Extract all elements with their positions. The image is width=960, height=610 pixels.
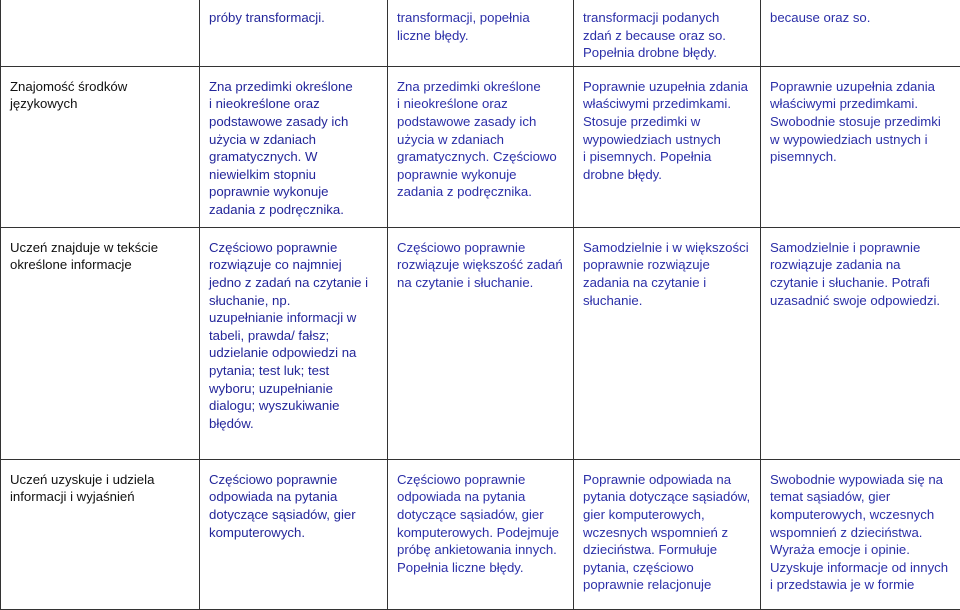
skill-text-line: określone informacje — [10, 256, 193, 274]
criteria-text-line: Poprawnie odpowiada na — [583, 471, 754, 489]
criteria-text-line: rozwiązuje większość zadań — [397, 256, 567, 274]
skill-text-line: Uczeń uzyskuje i udziela — [10, 471, 193, 489]
criteria-text-line: Swobodnie stosuje przedimki — [770, 113, 954, 131]
criteria-text-line: wypowiedziach ustnych — [583, 131, 754, 149]
skill-cell — [1, 459, 200, 609]
criteria-text-line: słuchanie, np. — [209, 292, 381, 310]
table-row-language-means — [1, 66, 960, 227]
criteria-text-line: błędów. — [209, 415, 381, 433]
skill-text-line: informacji i wyjaśnień — [10, 488, 193, 506]
skill-cell — [1, 0, 200, 66]
criteria-text-line: i pisemnych. Popełnia — [583, 148, 754, 166]
criteria-text-line: liczne błędy. — [397, 27, 567, 45]
criteria-text-line: uzupełnianie informacji w — [209, 309, 381, 327]
grade-5-cell — [761, 459, 960, 609]
criteria-text-line: zdań z because oraz so. — [583, 27, 754, 45]
criteria-text-line: pytania dotyczące sąsiadów, — [583, 488, 754, 506]
criteria-text-line: rozwiązuje zadania na — [770, 256, 954, 274]
criteria-text-line: komputerowych. Podejmuje — [397, 524, 567, 542]
criteria-text-line: tabeli, prawda/ fałsz; — [209, 327, 381, 345]
criteria-text-line: czytanie i słuchanie. Potrafi — [770, 274, 954, 292]
grade-5-cell — [761, 227, 960, 459]
criteria-text-line: poprawnie wykonuje — [397, 166, 567, 184]
criteria-text-line: odpowiada na pytania — [397, 488, 567, 506]
criteria-text-line: dialogu; wyszukiwanie — [209, 397, 381, 415]
criteria-text-line: pytania, częściowo — [583, 559, 754, 577]
criteria-text-line: Swobodnie wypowiada się na — [770, 471, 954, 489]
criteria-text-line: i przedstawia je w formie — [770, 576, 954, 594]
criteria-text-line: wyboru; uzupełnianie — [209, 380, 381, 398]
criteria-text-line: pytania; test luk; test — [209, 362, 381, 380]
criteria-text-line: użycia w zdaniach — [397, 131, 567, 149]
criteria-text-line: rozwiązuje co najmniej — [209, 256, 381, 274]
grade-3-cell — [388, 459, 574, 609]
skill-cell — [1, 227, 200, 459]
table-row-giving-information — [1, 459, 960, 609]
criteria-text-line: słuchanie. — [583, 292, 754, 310]
criteria-text-line: dotyczące sąsiadów, gier — [397, 506, 567, 524]
criteria-text-line: Samodzielnie i w większości — [583, 239, 754, 257]
criteria-text-line: odpowiada na pytania — [209, 488, 381, 506]
criteria-text-line: komputerowych. — [209, 524, 381, 542]
criteria-text-line: Poprawnie uzupełnia zdania — [770, 78, 954, 96]
criteria-text-line: Uzyskuje informacje od innych — [770, 559, 954, 577]
criteria-text-line: Częściowo poprawnie — [209, 239, 381, 257]
criteria-text-line: dzieciństwa. Formułuje — [583, 541, 754, 559]
criteria-text-line: podstawowe zasady ich — [397, 113, 567, 131]
criteria-text-line: właściwymi przedimkami. — [583, 95, 754, 113]
criteria-text-line: na czytanie i słuchanie. — [397, 274, 567, 292]
criteria-text-line: komputerowych, wczesnych — [770, 506, 954, 524]
criteria-text-line: temat sąsiadów, gier — [770, 488, 954, 506]
criteria-text-line: gramatycznych. W — [209, 148, 381, 166]
criteria-text-line: Zna przedimki określone — [209, 78, 381, 96]
criteria-text-line: gier komputerowych, — [583, 506, 754, 524]
criteria-text-line: próbę ankietowania innych. — [397, 541, 567, 559]
criteria-text-line: uzasadnić swoje odpowiedzi. — [770, 292, 954, 310]
grade-3-cell — [388, 66, 574, 227]
criteria-text-line: poprawnie relacjonuje — [583, 576, 754, 594]
criteria-text-line: i nieokreślone oraz — [209, 95, 381, 113]
skill-text-line: językowych — [10, 95, 193, 113]
criteria-text-line: zadania z podręcznika. — [209, 201, 381, 219]
grade-4-cell — [574, 0, 761, 66]
criteria-text-line: because oraz so. — [770, 9, 954, 27]
grade-3-cell — [388, 0, 574, 66]
criteria-text-line: w wypowiedziach ustnych i — [770, 131, 954, 149]
table-row-transformations-continued — [1, 0, 960, 66]
criteria-text-line: dotyczące sąsiadów, gier — [209, 506, 381, 524]
criteria-text-line: wspomnień z dzieciństwa. — [770, 524, 954, 542]
criteria-text-line: podstawowe zasady ich — [209, 113, 381, 131]
criteria-text-line: próby transformacji. — [209, 9, 381, 27]
criteria-text-line: pisemnych. — [770, 148, 954, 166]
criteria-text-line: Poprawnie uzupełnia zdania — [583, 78, 754, 96]
table-body — [1, 0, 960, 609]
criteria-text-line: właściwymi przedimkami. — [770, 95, 954, 113]
criteria-text-line: transformacji podanych — [583, 9, 754, 27]
criteria-text-line: zadania na czytanie i — [583, 274, 754, 292]
grade-4-cell — [574, 66, 761, 227]
table-row-finding-information — [1, 227, 960, 459]
criteria-text-line: gramatycznych. Częściowo — [397, 148, 567, 166]
criteria-text-line: drobne błędy. — [583, 166, 754, 184]
grade-2-cell — [200, 227, 388, 459]
criteria-text-line: Wyraża emocje i opinie. — [770, 541, 954, 559]
grade-2-cell — [200, 0, 388, 66]
criteria-text-line: transformacji, popełnia — [397, 9, 567, 27]
criteria-text-line: poprawnie wykonuje — [209, 183, 381, 201]
grade-4-cell — [574, 459, 761, 609]
criteria-text-line: udzielanie odpowiedzi na — [209, 344, 381, 362]
criteria-text-line: Samodzielnie i poprawnie — [770, 239, 954, 257]
criteria-text-line: Stosuje przedimki w — [583, 113, 754, 131]
criteria-text-line: wczesnych wspomnień z — [583, 524, 754, 542]
skill-text-line: Znajomość środków — [10, 78, 193, 96]
criteria-text-line: Popełnia drobne błędy. — [583, 44, 754, 62]
criteria-text-line: niewielkim stopniu — [209, 166, 381, 184]
criteria-text-line: jedno z zadań na czytanie i — [209, 274, 381, 292]
skill-text-line: Uczeń znajduje w tekście — [10, 239, 193, 257]
criteria-text-line: Częściowo poprawnie — [397, 471, 567, 489]
criteria-text-line: użycia w zdaniach — [209, 131, 381, 149]
criteria-text-line: poprawnie rozwiązuje — [583, 256, 754, 274]
grade-5-cell — [761, 66, 960, 227]
criteria-text-line: zadania z podręcznika. — [397, 183, 567, 201]
criteria-text-line: Zna przedimki określone — [397, 78, 567, 96]
grade-3-cell — [388, 227, 574, 459]
criteria-text-line: i nieokreślone oraz — [397, 95, 567, 113]
skill-cell — [1, 66, 200, 227]
grade-2-cell — [200, 459, 388, 609]
grade-4-cell — [574, 227, 761, 459]
criteria-text-line: Częściowo poprawnie — [397, 239, 567, 257]
criteria-text-line: Popełnia liczne błędy. — [397, 559, 567, 577]
grade-5-cell — [761, 0, 960, 66]
criteria-text-line: Częściowo poprawnie — [209, 471, 381, 489]
grade-2-cell — [200, 66, 388, 227]
